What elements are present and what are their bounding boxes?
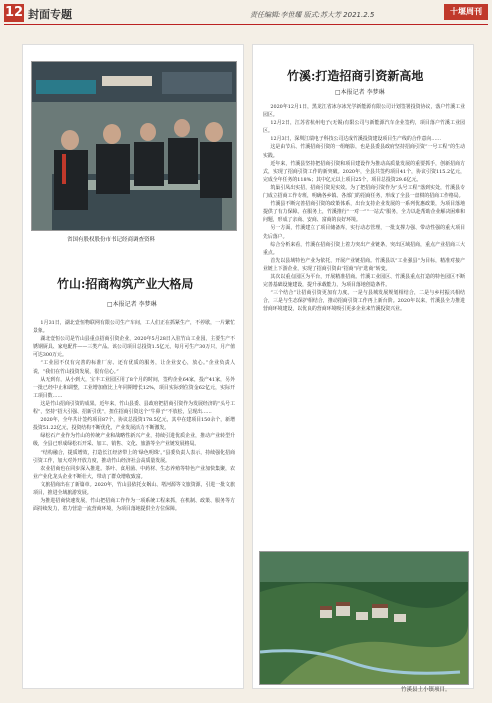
paragraph: 湖北壹恒公司是竹山县重点招商引资企业，2020年5月28日入驻竹山工业园，主要生产不锈钢厨具、家电配件——三类产品。该公司项目总投资1.5亿元，每月可生产30万只，月产值可达300万元。 [33, 336, 235, 359]
left-article-title: 竹山:招商构筑产业大格局 [57, 277, 194, 291]
left-article-byline: □本报记者 李梦琳 [107, 301, 157, 308]
right-article-title: 竹溪:打造招商引资新高地 [287, 69, 424, 83]
paragraph: 筑巢引凤出实招，招商引资见实效。为了把招商引资作为“头号工程”落到实处，竹溪县专门成立招商工作专班，明确各乡镇、各部门的招商任务，形成了全县一盘棋的招商工作格局。 [263, 184, 465, 200]
paragraph: 综合分析来看，竹溪在招商引资上着力突出产业链条，突出区域招商，重点产业招商三大重点。 [263, 241, 465, 256]
editor-credits: 责任编辑:李世耀 版式:苏大芳 2021.2.5 [250, 11, 375, 19]
paragraph: 农业招商也在同步深入推进。茶叶、食用菌、中药材、生态养殖等特色产业加快集聚，农业产业化龙头企业不断壮大，带动了群众增收致富。 [33, 465, 235, 480]
paragraph: 这是竹山招商引资的成果。近年来，竹山县委、县政府把招商引资作为发展经济的“头号工程”，坚持“招大引强、招新引优”，扭住招商引资这个“牛鼻子”不放松，呈现出…… [33, 400, 235, 416]
page-header [0, 0, 492, 26]
paragraph: “工业园不仅有完善的标准厂房、还有优质的服务，让企业安心，放心。”企业负责人说，“我们在竹山投资发展，很有信心。” [33, 360, 235, 375]
right-photo-caption: 竹溪县土小镇项目。 [401, 687, 451, 693]
paragraph: 首先以县域特色产业为依托，开展产业链招商。竹溪县以“工业强县”为目标，精准对接产业链上下游企业，实现了招商引资由“招商”向“选商”转变。 [263, 257, 465, 272]
paragraph: 2020年，全年共计签约项目87个，协议总投资178.5亿元，其中在建项目150余个，新增投资51.22亿元，投资结构不断优化，产业发展活力不断激发。 [33, 417, 235, 432]
left-photo [31, 61, 237, 231]
paragraph: 文旅招商出在了新篇章。2020年，竹山县依托女娲山、堵河源等文旅资源，引进一批文旅项目，推进全域旅游发展。 [33, 481, 235, 496]
paragraph: 1月31日，湖北壹恒物联网有限公司生产车间，工人们正在抓紧生产，不停歇，一片繁忙景象。 [33, 320, 235, 335]
right-photo [259, 551, 469, 685]
left-article-body [33, 319, 235, 684]
paragraph: 为推进招商快速发展，竹山把招商工作作为一项系统工程来抓，在机制、政策、服务等方面持续发力，着力营造一流营商环境，为项目落地提供全方位保障。 [33, 498, 235, 513]
left-photo-caption: 省国有股权股份市书记经商调查资料 [67, 237, 156, 243]
paragraph: “三个结合”让招商引资更加有力度。一是与县城发展规划相结合，二是与乡村振兴相结合，三是与生态保护相结合，推动招商引资工作再上新台阶。2020年以来，竹溪县全力推进营商环境建设，以优良的营商环境吸引更多企业来竹溪投资兴业。 [263, 290, 465, 313]
paragraph: 近年来，竹溪县坚持把招商引资和项目建设作为推动高质量发展的重要抓手，创新招商方式，实现了招商引资工作的新突破。2020年，全县共签约项目41个，协议引资115.2亿元，完成全年任务的118%；其中亿元以上项目25个，项目总投资29.6亿元。 [263, 160, 465, 183]
paragraph: 竹溪县不断完善招商引资的政策体系，出台支持企业发展的一系列优惠政策，为项目落地提供了有力保障。在服务上，竹溪推行“一对一”“一站式”服务，全力以赴帮助企业解决困难和问题，形成了亲商、安商、富商的良好环境。 [263, 201, 465, 224]
paragraph: 绿松石产业作为竹山的传统产业和战略性新兴产业，持续引进优质企业，推动产业转型升级，全县已形成绿松石开采、加工、销售、文化、旅游等全产业链发展格局。 [33, 433, 235, 448]
paragraph: “结构融合，提质增效，打造长江经济带上的‘绿色明珠’。”县委负责人表示，持续强化招商引资工作，加大对外开放力度，推动竹山经济社会高质量发展。 [33, 449, 235, 464]
paper-name: 十堰周刊 [444, 4, 488, 20]
paragraph: 另一方面，竹溪建立了项目储备库，实行动态管理，一批支撑力强、带动性强的重大项目先后落户。 [263, 225, 465, 240]
paragraph: 这是由节后、竹溪招商引资的一组缩影，也是县委县政府坚持招商引资“一号工程”的生动实践。 [263, 144, 465, 159]
right-article-body [263, 103, 465, 543]
paragraph: 12月3日，深圳江瑞电子科技公司达成竹溪投资建设项目生产线的合作意向…… [270, 136, 442, 143]
header-divider [4, 24, 488, 25]
paragraph: 2020年12月1日，黑龙江省冰尔冰光学新能源有限公司计划签署投资协议，落户竹溪工业园区。 [263, 104, 465, 119]
paragraph: 其次以重点园区为平台，开展精准招商。竹溪工业园区、竹溪县重点打造的特色园区不断完善基础设施建设，提升承载能力，为项目落地创造条件。 [263, 273, 465, 289]
page-number: 12 [4, 5, 24, 20]
section-title: 封面专题 [28, 8, 72, 21]
right-article [252, 44, 474, 693]
right-article-byline: □本报记者 李梦琳 [335, 89, 385, 96]
left-article [22, 44, 244, 689]
paragraph: 12月2日，江苏省杭州电子(无锡)有限公司与新能源汽车企业签约，项目落户竹溪工业园区。 [263, 120, 465, 135]
paragraph: 从无到有，从小到大，宝丰工业园区用了8个月的时间，签约企业64家，投产41家，另外一批已经中止和调整，工业增加值比上年同期增长12%，项目实际到位资金62亿元，实际开工项目数…… [33, 376, 235, 399]
